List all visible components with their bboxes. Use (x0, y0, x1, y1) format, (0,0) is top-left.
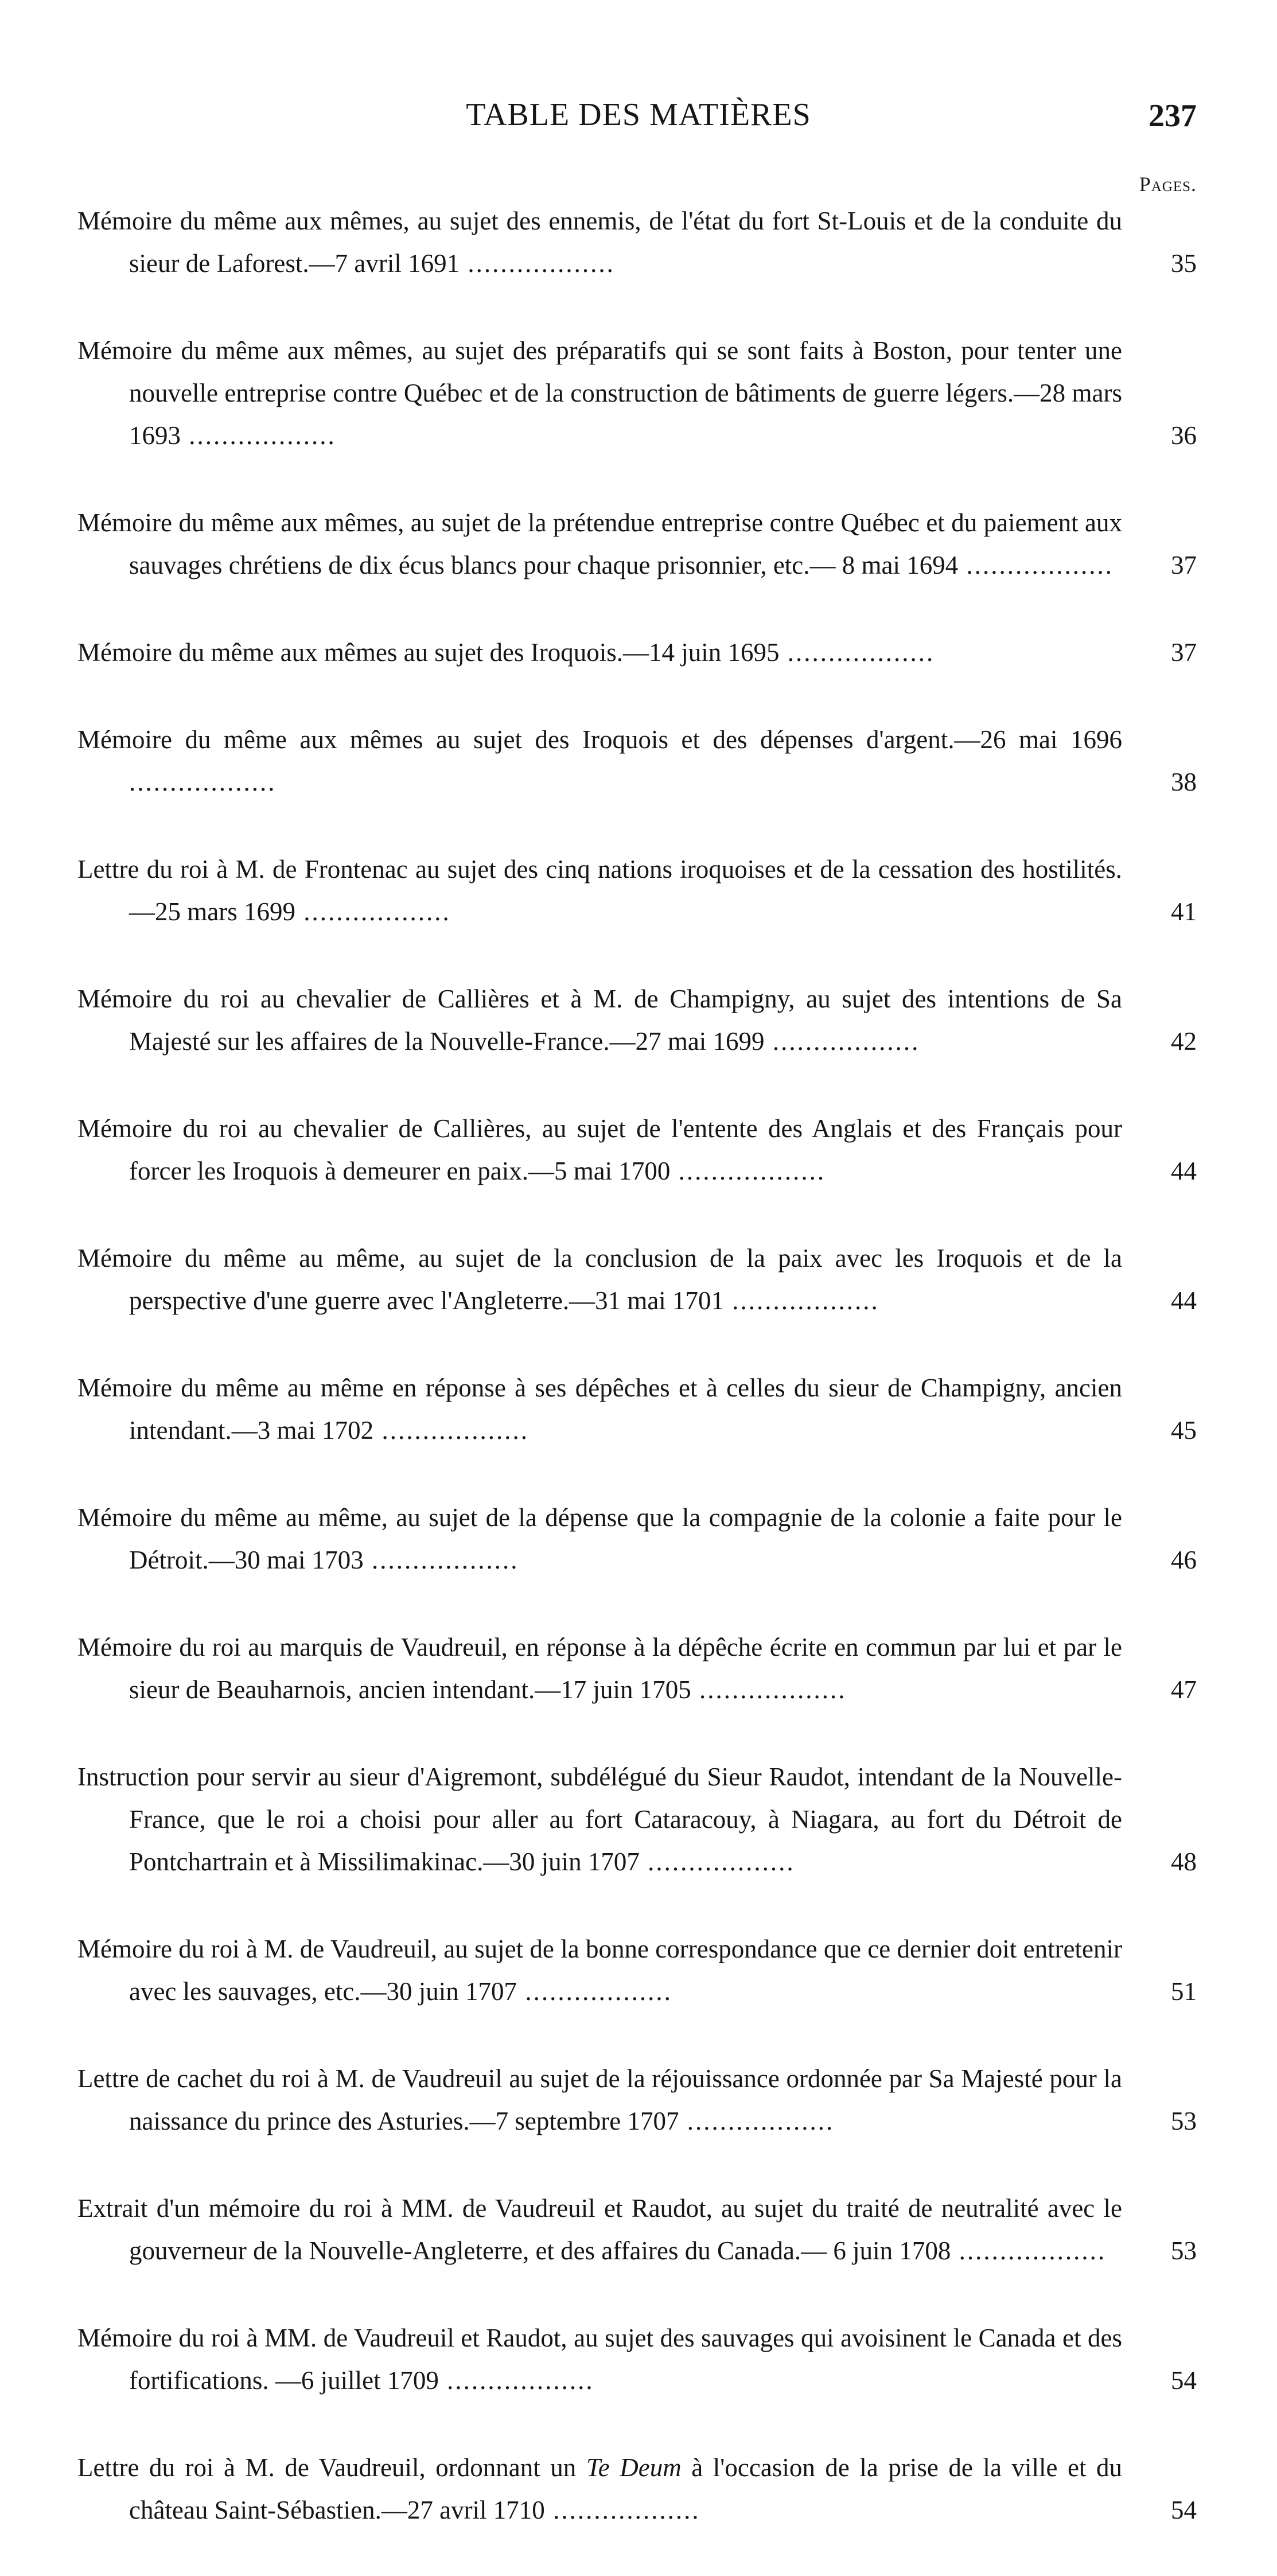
toc-entry-text: Mémoire du même au même, au sujet de la dépense que la compagnie de la colonie a faite pour le Détroit.—30 mai 1703 .................. (77, 1503, 1122, 1574)
toc-entry (77, 1496, 1197, 1581)
toc-entry-text: Mémoire du roi à M. de Vaudreuil, au sujet de la bonne correspondance que ce dernier doit entretenir avec les sauvages, etc.—30 juin 1707 .................. (77, 1935, 1122, 2006)
toc-entry-page: 37 (1171, 638, 1197, 667)
toc-entry (77, 631, 1197, 674)
toc-entry (77, 2317, 1197, 2402)
dot-leader: .................. (639, 1847, 795, 1876)
toc-entry-text: Mémoire du même au même en réponse à ses dépêches et à celles du sieur de Champigny, ancien intendant.—3 mai 1702 .................. (77, 1373, 1122, 1445)
toc-entry-page: 48 (1171, 1847, 1197, 1876)
toc-entry-page: 54 (1171, 2366, 1197, 2395)
toc-entry-text: Mémoire du roi au chevalier de Callières, au sujet de l'entente des Anglais et des Français pour forcer les Iroquois à demeurer en paix.—5 mai 1700 .................. (77, 1114, 1122, 1185)
toc-entry-page: 42 (1171, 1027, 1197, 1056)
toc-entry (77, 1756, 1197, 1883)
toc-entry (77, 1367, 1197, 1452)
toc-entry-page: 53 (1171, 2107, 1197, 2135)
dot-leader: .................. (724, 1286, 879, 1315)
toc-entry (77, 2187, 1197, 2272)
table-of-contents (77, 200, 1197, 2576)
dot-leader: .................. (129, 768, 277, 796)
running-head (0, 96, 1277, 142)
toc-entry-page: 45 (1171, 1416, 1197, 1445)
dot-leader: .................. (181, 421, 336, 450)
dot-leader: .................. (295, 897, 451, 926)
dot-leader: .................. (958, 551, 1114, 579)
dot-leader: .................. (544, 2496, 700, 2524)
toc-entry-text: Lettre de cachet du roi à M. de Vaudreuil au sujet de la réjouissance ordonnée par Sa Majesté pour la naissance du prince des Asturies.—7 septembre 1707 .................. (77, 2064, 1122, 2135)
toc-entry-page: 35 (1171, 249, 1197, 278)
toc-entry-page: 38 (1171, 768, 1197, 796)
toc-entry-text: Mémoire du même aux mêmes, au sujet des préparatifs qui se sont faits à Boston, pour tenter une nouvelle entreprise contre Québec et de la construction de bâtiments de guerre légers.—28 mars 1693 .................. (77, 336, 1122, 450)
toc-entry-text: Mémoire du même aux mêmes, au sujet des ennemis, de l'état du fort St-Louis et de la conduite du sieur de Laforest.—7 avril 1691 .................. (77, 207, 1122, 278)
toc-entry-text (77, 2446, 1197, 2531)
toc-entry-text: Mémoire du même aux mêmes, au sujet de la prétendue entreprise contre Québec et du paiement aux sauvages chrétiens de dix écus blancs pour chaque prisonnier, etc.— 8 mai 1694 .................. (77, 508, 1122, 579)
toc-entry (77, 501, 1197, 586)
pages-column-label: Pages. (1139, 173, 1197, 196)
toc-entry-text: Mémoire du même aux mêmes au sujet des Iroquois.—14 juin 1695 .................. (77, 638, 935, 667)
toc-entry-page: 44 (1171, 1157, 1197, 1185)
toc-entry-page: 44 (1171, 1286, 1197, 1315)
dot-leader: .................. (517, 1977, 672, 2006)
dot-leader: .................. (691, 1675, 847, 1704)
toc-entry-text-start: Lettre du roi à M. de Vaudreuil, ordonnant un (77, 2453, 586, 2482)
toc-entry-text: Mémoire du roi au marquis de Vaudreuil, en réponse à la dépêche écrite en commun par lui et par le sieur de Beauharnois, ancien intendant.—17 juin 1705 .................. (77, 1633, 1122, 1704)
toc-entry (77, 848, 1197, 933)
toc-entry-text: Mémoire du même au même, au sujet de la conclusion de la paix avec les Iroquois et de la perspective d'une guerre avec l'Angleterre.—31 mai 1701 .................. (77, 1244, 1122, 1315)
page-number: 237 (1148, 98, 1197, 134)
toc-entry-page: 53 (1171, 2236, 1197, 2265)
toc-entry (77, 2057, 1197, 2142)
toc-entry-page: 46 (1171, 1546, 1197, 1574)
dot-leader: .................. (764, 1027, 920, 1056)
toc-entry (77, 329, 1197, 457)
toc-entry (77, 978, 1197, 1063)
toc-entry-page: 54 (1171, 2496, 1197, 2524)
toc-entry (77, 1626, 1197, 1711)
toc-entry-text: Mémoire du même aux mêmes au sujet des Iroquois et des dépenses d'argent.—26 mai 1696 .................. (77, 725, 1122, 796)
toc-entry-text: Mémoire du roi à MM. de Vaudreuil et Raudot, au sujet des sauvages qui avoisinent le Canada et des fortifications. —6 juillet 1709 .................. (77, 2324, 1122, 2395)
toc-entry-text: Instruction pour servir au sieur d'Aigremont, subdélégué du Sieur Raudot, intendant de la Nouvelle-France, que le roi a choisi pour aller au fort Cataracouy, à Niagara, au fort du Détroit de Pontchartrain et à Missilimakinac.—30 juin 1707 .................. (77, 1762, 1122, 1876)
toc-entry-page: 41 (1171, 897, 1197, 926)
toc-entry-page: 47 (1171, 1675, 1197, 1704)
toc-entry-text: Extrait d'un mémoire du roi à MM. de Vaudreuil et Raudot, au sujet du traité de neutralité avec le gouverneur de la Nouvelle-Angleterre, et des affaires du Canada.— 6 juin 1708 .................. (77, 2194, 1122, 2265)
toc-entry-page: 51 (1171, 1977, 1197, 2006)
dot-leader: .................. (363, 1546, 519, 1574)
toc-entry (77, 1107, 1197, 1192)
toc-entry-text-italic: Te Deum (586, 2453, 682, 2482)
toc-entry-text-end: à l'occasion de la prise de la ville et du château Saint-Sébastien.—27 avril 1710 (129, 2453, 1122, 2524)
page-title: TABLE DES MATIÈRES (466, 97, 811, 133)
toc-entry-text: Mémoire du roi au chevalier de Callières et à M. de Champigny, au sujet des intentions de Sa Majesté sur les affaires de la Nouvelle-France.—27 mai 1699 .................. (77, 985, 1122, 1056)
dot-leader: .................. (951, 2236, 1107, 2265)
toc-entry-page: 36 (1171, 421, 1197, 450)
dot-leader: .................. (679, 2107, 835, 2135)
toc-entry (77, 1237, 1197, 1322)
toc-entry (77, 200, 1197, 285)
dot-leader: .................. (779, 638, 935, 667)
dot-leader: .................. (438, 2366, 594, 2395)
toc-entry (77, 1928, 1197, 2013)
dot-leader: .................. (373, 1416, 529, 1445)
dot-leader: .................. (460, 249, 615, 278)
toc-entry (77, 2446, 1197, 2531)
dot-leader: .................. (670, 1157, 826, 1185)
toc-entry (77, 718, 1197, 803)
toc-entry-text: Lettre du roi à M. de Frontenac au sujet des cinq nations iroquoises et de la cessation des hostilités.—25 mars 1699 .................. (77, 855, 1122, 926)
toc-entry-page: 37 (1171, 551, 1197, 579)
